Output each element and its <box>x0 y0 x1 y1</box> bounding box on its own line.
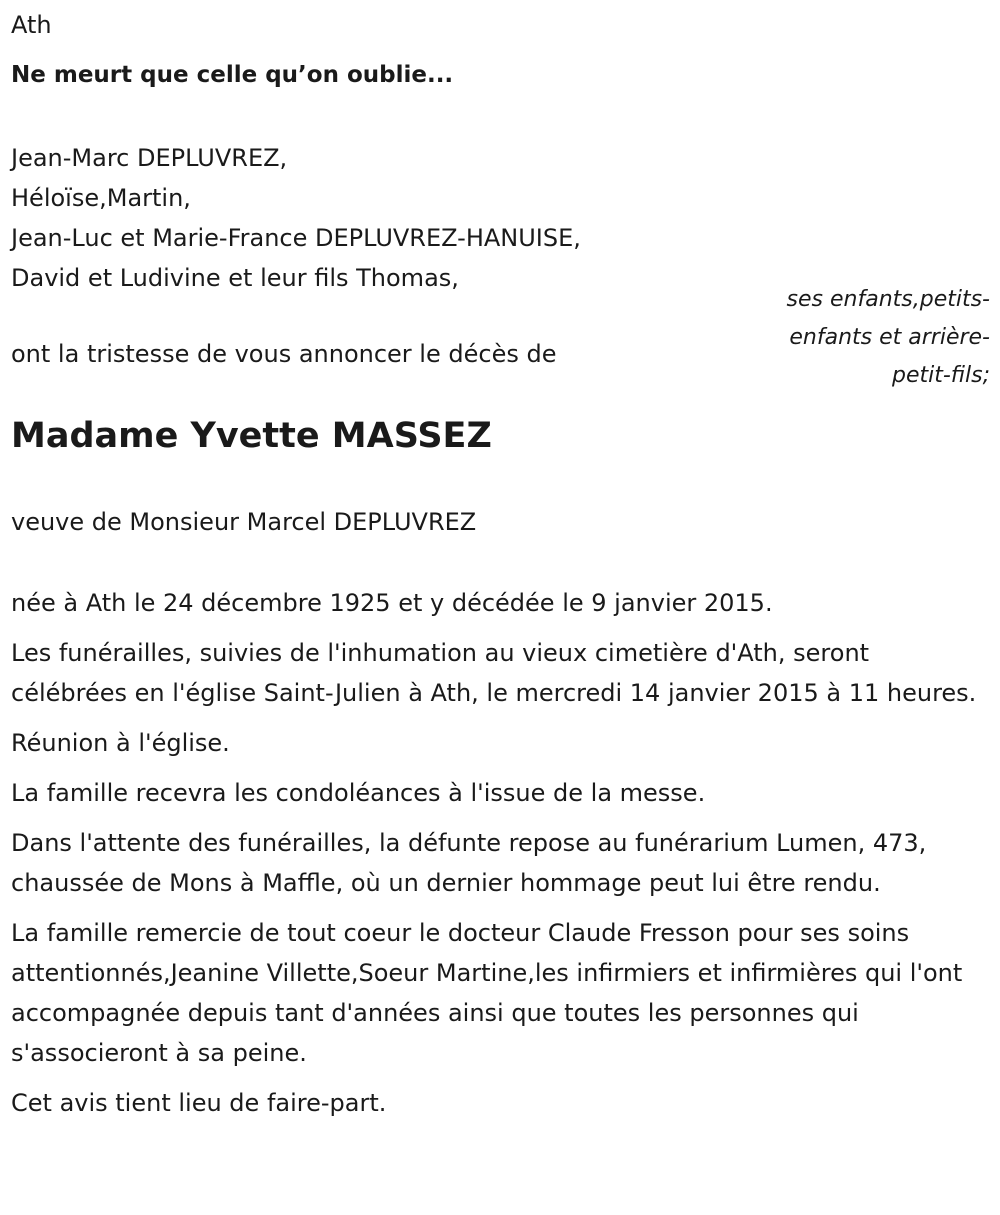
closing-paragraph: Cet avis tient lieu de faire-part. <box>11 1089 387 1117</box>
family-member: Héloïse,Martin, <box>11 184 191 212</box>
funerarium-paragraph: Dans l'attente des funérailles, la défunte repose au funérarium Lumen, 473, chaussée de Mons à Maffle, où un dernier hommage peut lui être rendu. <box>11 829 927 897</box>
family-members-list <box>11 138 581 298</box>
notice-body <box>11 583 986 1133</box>
thanks-paragraph: La famille remercie de tout coeur le docteur Claude Fresson pour ses soins attentionnés,Jeanine Villette,Soeur Martine,les infirmiers et infirmières qui l'ont accompagnée depuis tant d'années ainsi que toutes les personnes qui s'associeront à sa peine. <box>11 919 963 1067</box>
town-name: Ath <box>11 11 52 39</box>
condolences-paragraph: La famille recevra les condoléances à l'issue de la messe. <box>11 779 706 807</box>
family-member: Jean-Marc DEPLUVREZ, <box>11 144 288 172</box>
announcement-text: ont la tristesse de vous annoncer le décès de <box>11 340 557 368</box>
family-relation: ses enfants,petits-enfants et arrière-petit-fils; <box>786 287 990 388</box>
motto: Ne meurt que celle qu’on oublie... <box>11 62 454 88</box>
deceased-name: Madame Yvette MASSEZ <box>11 416 492 456</box>
family-member: David et Ludivine et leur fils Thomas, <box>11 264 459 292</box>
widow-of-text: veuve de Monsieur Marcel DEPLUVREZ <box>11 508 477 536</box>
family-member: Jean-Luc et Marie-France DEPLUVREZ-HANUISE, <box>11 224 581 252</box>
meeting-paragraph: Réunion à l'église. <box>11 729 230 757</box>
birth-death-paragraph: née à Ath le 24 décembre 1925 et y décédée le 9 janvier 2015. <box>11 589 773 617</box>
funeral-paragraph: Les funérailles, suivies de l'inhumation au vieux cimetière d'Ath, seront célébrées en l'église Saint-Julien à Ath, le mercredi 14 janvier 2015 à 11 heures. <box>11 639 977 707</box>
